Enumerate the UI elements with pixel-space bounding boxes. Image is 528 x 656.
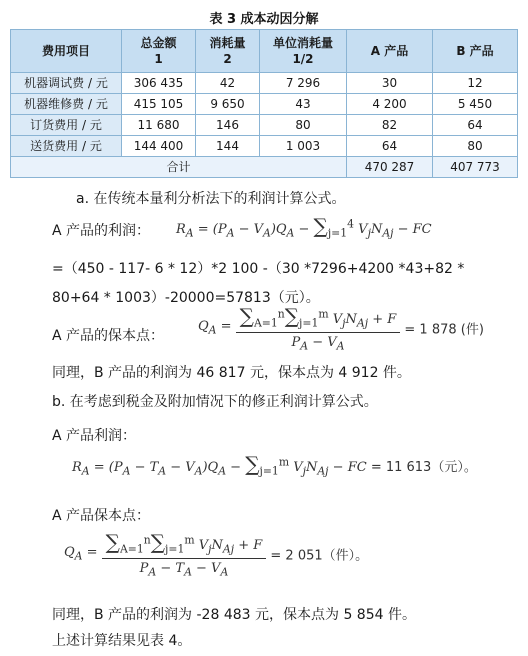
fraction-denominator: $P_A - V_A$ (291, 334, 345, 353)
table-cell: 144 (196, 136, 260, 157)
fraction-denominator: $P_A - T_A - V_A$ (139, 560, 229, 579)
formula-term: $V_jN_{Aj}$ − FC (289, 460, 367, 478)
header-product-b (433, 30, 518, 73)
table-cell: 9 650 (196, 94, 260, 115)
table-cell: 11 680 (122, 115, 196, 136)
formula-term: $Q_A$ = (198, 319, 236, 337)
formula-revised-breakeven (64, 530, 368, 578)
b-breakeven-result: = 2 051（件）。 (270, 548, 369, 564)
table-cell: 4 200 (347, 94, 433, 115)
table-row (11, 115, 518, 136)
table-header-row (11, 30, 518, 73)
header-text: 消耗量 (209, 36, 246, 50)
a-breakeven-result: = 1 878 (件) (404, 322, 484, 338)
section-b-heading: b. 在考虑到税金及附加情况下的修正利润计算公式。 (52, 394, 378, 410)
summary-line: 上述计算结果见表 4。 (52, 633, 192, 649)
a-b-product-result: 同理，B 产品的利润为 46 817 元，保本点为 4 912 件。 (52, 365, 411, 381)
table-row (11, 73, 518, 94)
b-profit-label: A 产品利润： (52, 428, 137, 444)
header-text: 费用项目 (41, 44, 90, 58)
formula-traditional-profit: $R_A = (P_A - V_A)Q_A - \sum_{j=1}^4$ $V_jN_{Aj}$ − FC (176, 214, 432, 240)
header-product-a (347, 30, 433, 73)
table-cell: 机器调试费 / 元 (11, 73, 122, 94)
fraction (236, 304, 401, 352)
section-a-heading: a. 在传统本量利分析法下的利润计算公式。 (76, 191, 346, 207)
table-total-row (11, 157, 518, 178)
header-text: 总金额 (140, 36, 177, 50)
table-cell: 订货费用 / 元 (11, 115, 122, 136)
table-cell: 306 435 (122, 73, 196, 94)
b-b-product-result: 同理，B 产品的利润为 -28 483 元，保本点为 5 854 件。 (52, 607, 416, 623)
total-product-a: 470 287 (347, 157, 433, 178)
header-total-amount (122, 30, 196, 73)
header-subtext: 1/2 (292, 52, 314, 66)
table-cell: 146 (196, 115, 260, 136)
formula-term: $V_jN_{Aj}$ − FC (354, 222, 432, 240)
table-cell: 1 003 (260, 136, 347, 157)
table-caption: 表 3 成本动因分解 (209, 12, 319, 27)
total-label: 合计 (11, 157, 347, 178)
table-cell: 5 450 (433, 94, 518, 115)
table-cell: 144 400 (122, 136, 196, 157)
fraction-numerator: $\sum_{A=1}^n\sum_{j=1}^m$ $V_jN_{Aj} + F$ (102, 530, 267, 559)
table-cell: 415 105 (122, 94, 196, 115)
header-subtext: 2 (223, 52, 232, 66)
formula-revised-profit: $R_A = (P_A - T_A - V_A)Q_A - \sum_{j=1}^m$ $V_jN_{Aj}$ − FC = 11 613（元）。 (72, 452, 477, 478)
b-breakeven-label: A 产品保本点： (52, 508, 151, 524)
formula-traditional-breakeven (198, 304, 484, 352)
table-cell: 64 (347, 136, 433, 157)
header-text: B 产品 (456, 44, 494, 58)
header-text: 单位消耗量 (272, 36, 333, 50)
header-text: A 产品 (370, 44, 409, 58)
table-cell: 82 (347, 115, 433, 136)
a-calc-line-2: 80+64 * 1003）-20000=57813（元）。 (52, 290, 320, 306)
header-subtext: 1 (154, 52, 163, 66)
table-cell: 42 (196, 73, 260, 94)
header-unit-consumption (260, 30, 347, 73)
table-row (11, 94, 518, 115)
formula-term: $R_A = (P_A - T_A - V_A)Q_A$ − (72, 460, 246, 478)
table-cell: 机器维修费 / 元 (11, 94, 122, 115)
a-profit-label: A 产品的利润： (52, 223, 151, 239)
a-calc-line-1: =（450 - 117- 6 * 12）*2 100 -（30 *7296+4200 *43+82 * (52, 261, 465, 277)
table-cell: 80 (260, 115, 347, 136)
header-consumption (196, 30, 260, 73)
header-cost-item (11, 30, 122, 73)
table-cell: 80 (433, 136, 518, 157)
table-cell: 送货费用 / 元 (11, 136, 122, 157)
sum-symbol: ∑ (313, 214, 328, 238)
table-cell: 30 (347, 73, 433, 94)
table-row (11, 136, 518, 157)
fraction (102, 530, 267, 578)
sum-symbol: ∑ (245, 452, 260, 476)
b-profit-result: = 11 613（元）。 (370, 460, 477, 475)
total-product-b: 407 773 (433, 157, 518, 178)
table-cell: 7 296 (260, 73, 347, 94)
formula-term: $Q_A$ = (64, 545, 102, 563)
table-cell: 64 (433, 115, 518, 136)
table-cell: 12 (433, 73, 518, 94)
cost-driver-table (10, 29, 518, 178)
table-cell: 43 (260, 94, 347, 115)
fraction-numerator: $\sum_{A=1}^n\sum_{j=1}^m$ $V_jN_{Aj} + F$ (236, 304, 401, 333)
a-breakeven-label: A 产品的保本点： (52, 328, 165, 344)
formula-term: $R_A = (P_A - V_A)Q_A$ − (176, 222, 314, 240)
